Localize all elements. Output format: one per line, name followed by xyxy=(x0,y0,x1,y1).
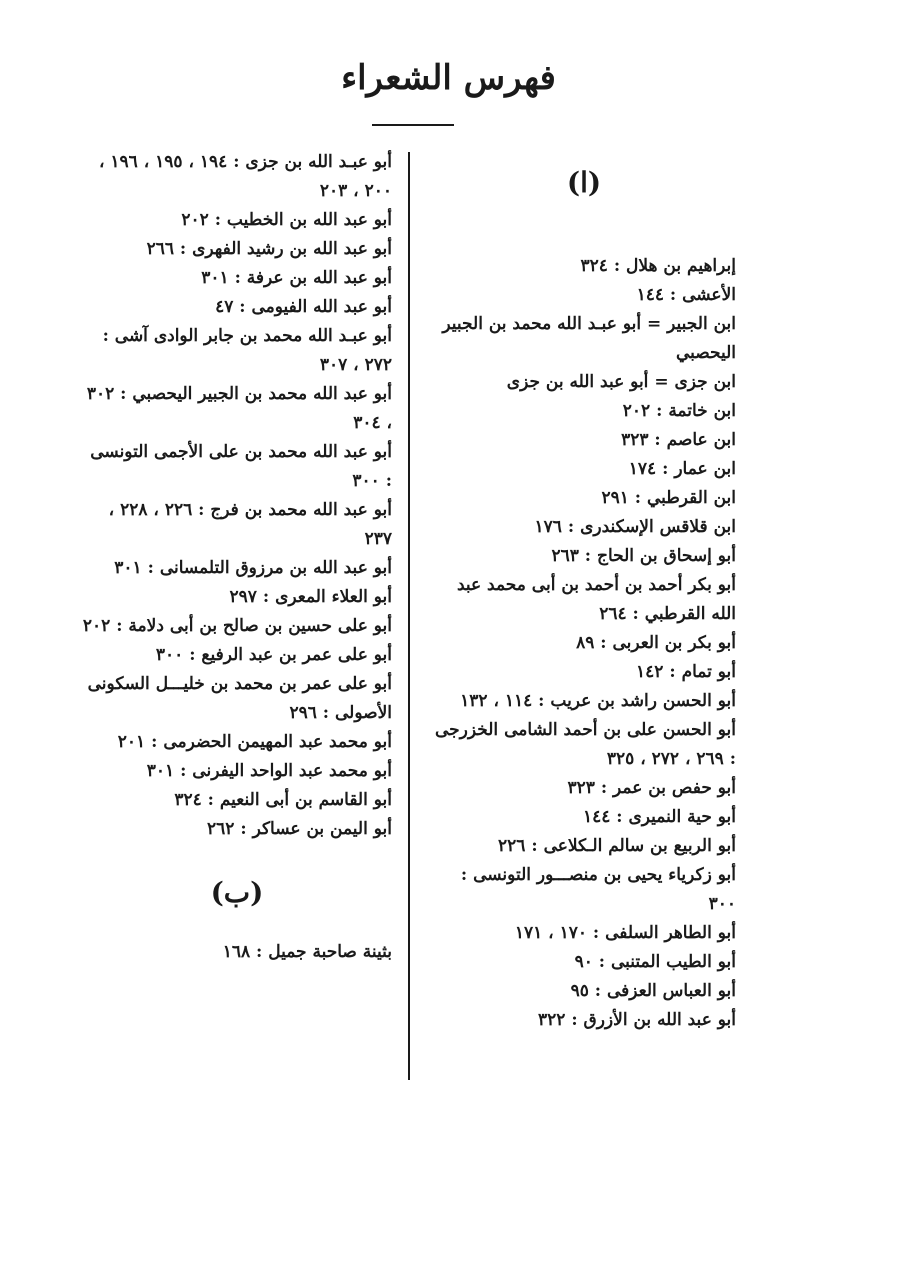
index-entry: أبو العباس العزفى : ٩٥ xyxy=(570,980,736,1001)
index-entry: أبو عبد الله الفيومى : ٤٧ xyxy=(215,297,392,317)
left-column xyxy=(82,148,392,967)
index-entry: أبو القاسم بن أبى النعيم : ٣٢٤ xyxy=(174,790,392,810)
index-entry: أبو الحسن على بن أحمد الشامى الخزرجى : ٢٦٩ ، ٢٧٢ ، ٣٢٥ xyxy=(435,719,736,769)
index-entry: إبراهيم بن هلال : ٣٢٤ xyxy=(580,255,736,276)
index-entry: أبو حفص بن عمر : ٣٢٣ xyxy=(567,777,736,798)
section-heading-alif: (ا) xyxy=(566,166,602,199)
index-entry: ابن جزى = أبو عبد الله بن جزى xyxy=(506,371,736,392)
index-entry: ابن الجبير = أبو عبـد الله محمد بن الجبير اليحصبي xyxy=(442,313,736,363)
index-entry: أبو محمد عبد المهيمن الحضرمى : ٢٠١ xyxy=(117,732,392,752)
index-entry: أبو الربيع بن سالم الـكلاعى : ٢٢٦ xyxy=(498,835,736,856)
index-entry: أبو عبد الله بن الأزرق : ٣٢٢ xyxy=(538,1009,736,1030)
left-entries-list xyxy=(82,148,392,844)
page-title: فهرس الشعراء xyxy=(341,58,556,98)
index-entry: أبو بكر بن العربى : ٨٩ xyxy=(576,632,736,653)
index-entry: أبو اليمن بن عساكر : ٢٦٢ xyxy=(207,819,392,839)
index-entry: أبو على عمر بن عبد الرفيع : ٣٠٠ xyxy=(155,645,392,665)
index-entry: أبو العلاء المعرى : ٢٩٧ xyxy=(229,587,392,607)
index-entry: بثينة صاحبة جميل : ١٦٨ xyxy=(222,941,392,962)
section-heading-ba: (ب) xyxy=(210,876,264,909)
index-entry: ابن عاصم : ٣٢٣ xyxy=(621,429,736,450)
index-entry: أبو بكر أحمد بن أحمد بن أبى محمد عبد الله القرطبي : ٢٦٤ xyxy=(456,574,736,624)
index-entry: أبو عبد الله بن رشيد الفهرى : ٢٦٦ xyxy=(146,239,392,259)
index-entry: أبو محمد عبد الواحد اليفرنى : ٣٠١ xyxy=(146,761,392,781)
index-entry: ابن خاتمة : ٢٠٢ xyxy=(622,400,736,421)
index-entry: الأعشى : ١٤٤ xyxy=(636,284,736,305)
index-entry: أبو عبد الله محمد بن على الأجمى التونسى : ٣٠٠ xyxy=(90,442,392,491)
index-entry: أبو عبد الله محمد بن فرج : ٢٢٦ ، ٢٢٨ ، ٢٣٧ xyxy=(108,500,392,549)
index-entry: أبو عبد الله بن الخطيب : ٢٠٢ xyxy=(181,210,392,230)
index-entry: أبو على حسين بن صالح بن أبى دلامة : ٢٠٢ xyxy=(82,616,392,636)
index-entry: ابن عمار : ١٧٤ xyxy=(628,458,736,479)
index-entry: أبو زكرياء يحيى بن منصـــور التونسى : ٣٠٠ xyxy=(460,864,736,914)
column-divider xyxy=(408,152,410,1080)
index-entry: أبو الطيب المتنبى : ٩٠ xyxy=(574,951,736,972)
index-entry: أبو على عمر بن محمد بن خليـــل السكونى الأصولى : ٢٩٦ xyxy=(87,674,392,723)
index-entry: أبو إسحاق بن الحاج : ٢٦٣ xyxy=(551,545,736,566)
index-entry: أبو الحسن راشد بن عريب : ١١٤ ، ١٣٢ xyxy=(460,690,736,711)
index-entry: أبو عبد الله محمد بن الجبير اليحصبي : ٣٠٢ ، ٣٠٤ xyxy=(86,384,392,433)
index-entry: أبو تمام : ١٤٢ xyxy=(636,661,736,682)
index-entry: أبو حية النميرى : ١٤٤ xyxy=(582,806,736,827)
index-entry: ابن قلاقس الإسكندرى : ١٧٦ xyxy=(534,516,736,537)
index-entry: أبو عبد الله بن مرزوق التلمسانى : ٣٠١ xyxy=(114,558,392,578)
right-column xyxy=(432,166,736,1035)
right-entries-list xyxy=(432,252,736,1035)
title-rule xyxy=(372,124,454,126)
section-ba-entries-list xyxy=(82,938,392,967)
index-entry: أبو عبد الله بن عرفة : ٣٠١ xyxy=(201,268,392,288)
index-entry: أبو عبـد الله بن جزى : ١٩٤ ، ١٩٥ ، ١٩٦ ، ٢٠٠ ، ٢٠٣ xyxy=(99,152,392,201)
index-entry: أبو الطاهر السلفى : ١٧٠ ، ١٧١ xyxy=(514,922,736,943)
index-entry: أبو عبـد الله محمد بن جابر الوادى آشى : ٢٧٢ ، ٣٠٧ xyxy=(102,326,392,375)
index-entry: ابن القرطبي : ٢٩١ xyxy=(601,487,736,508)
